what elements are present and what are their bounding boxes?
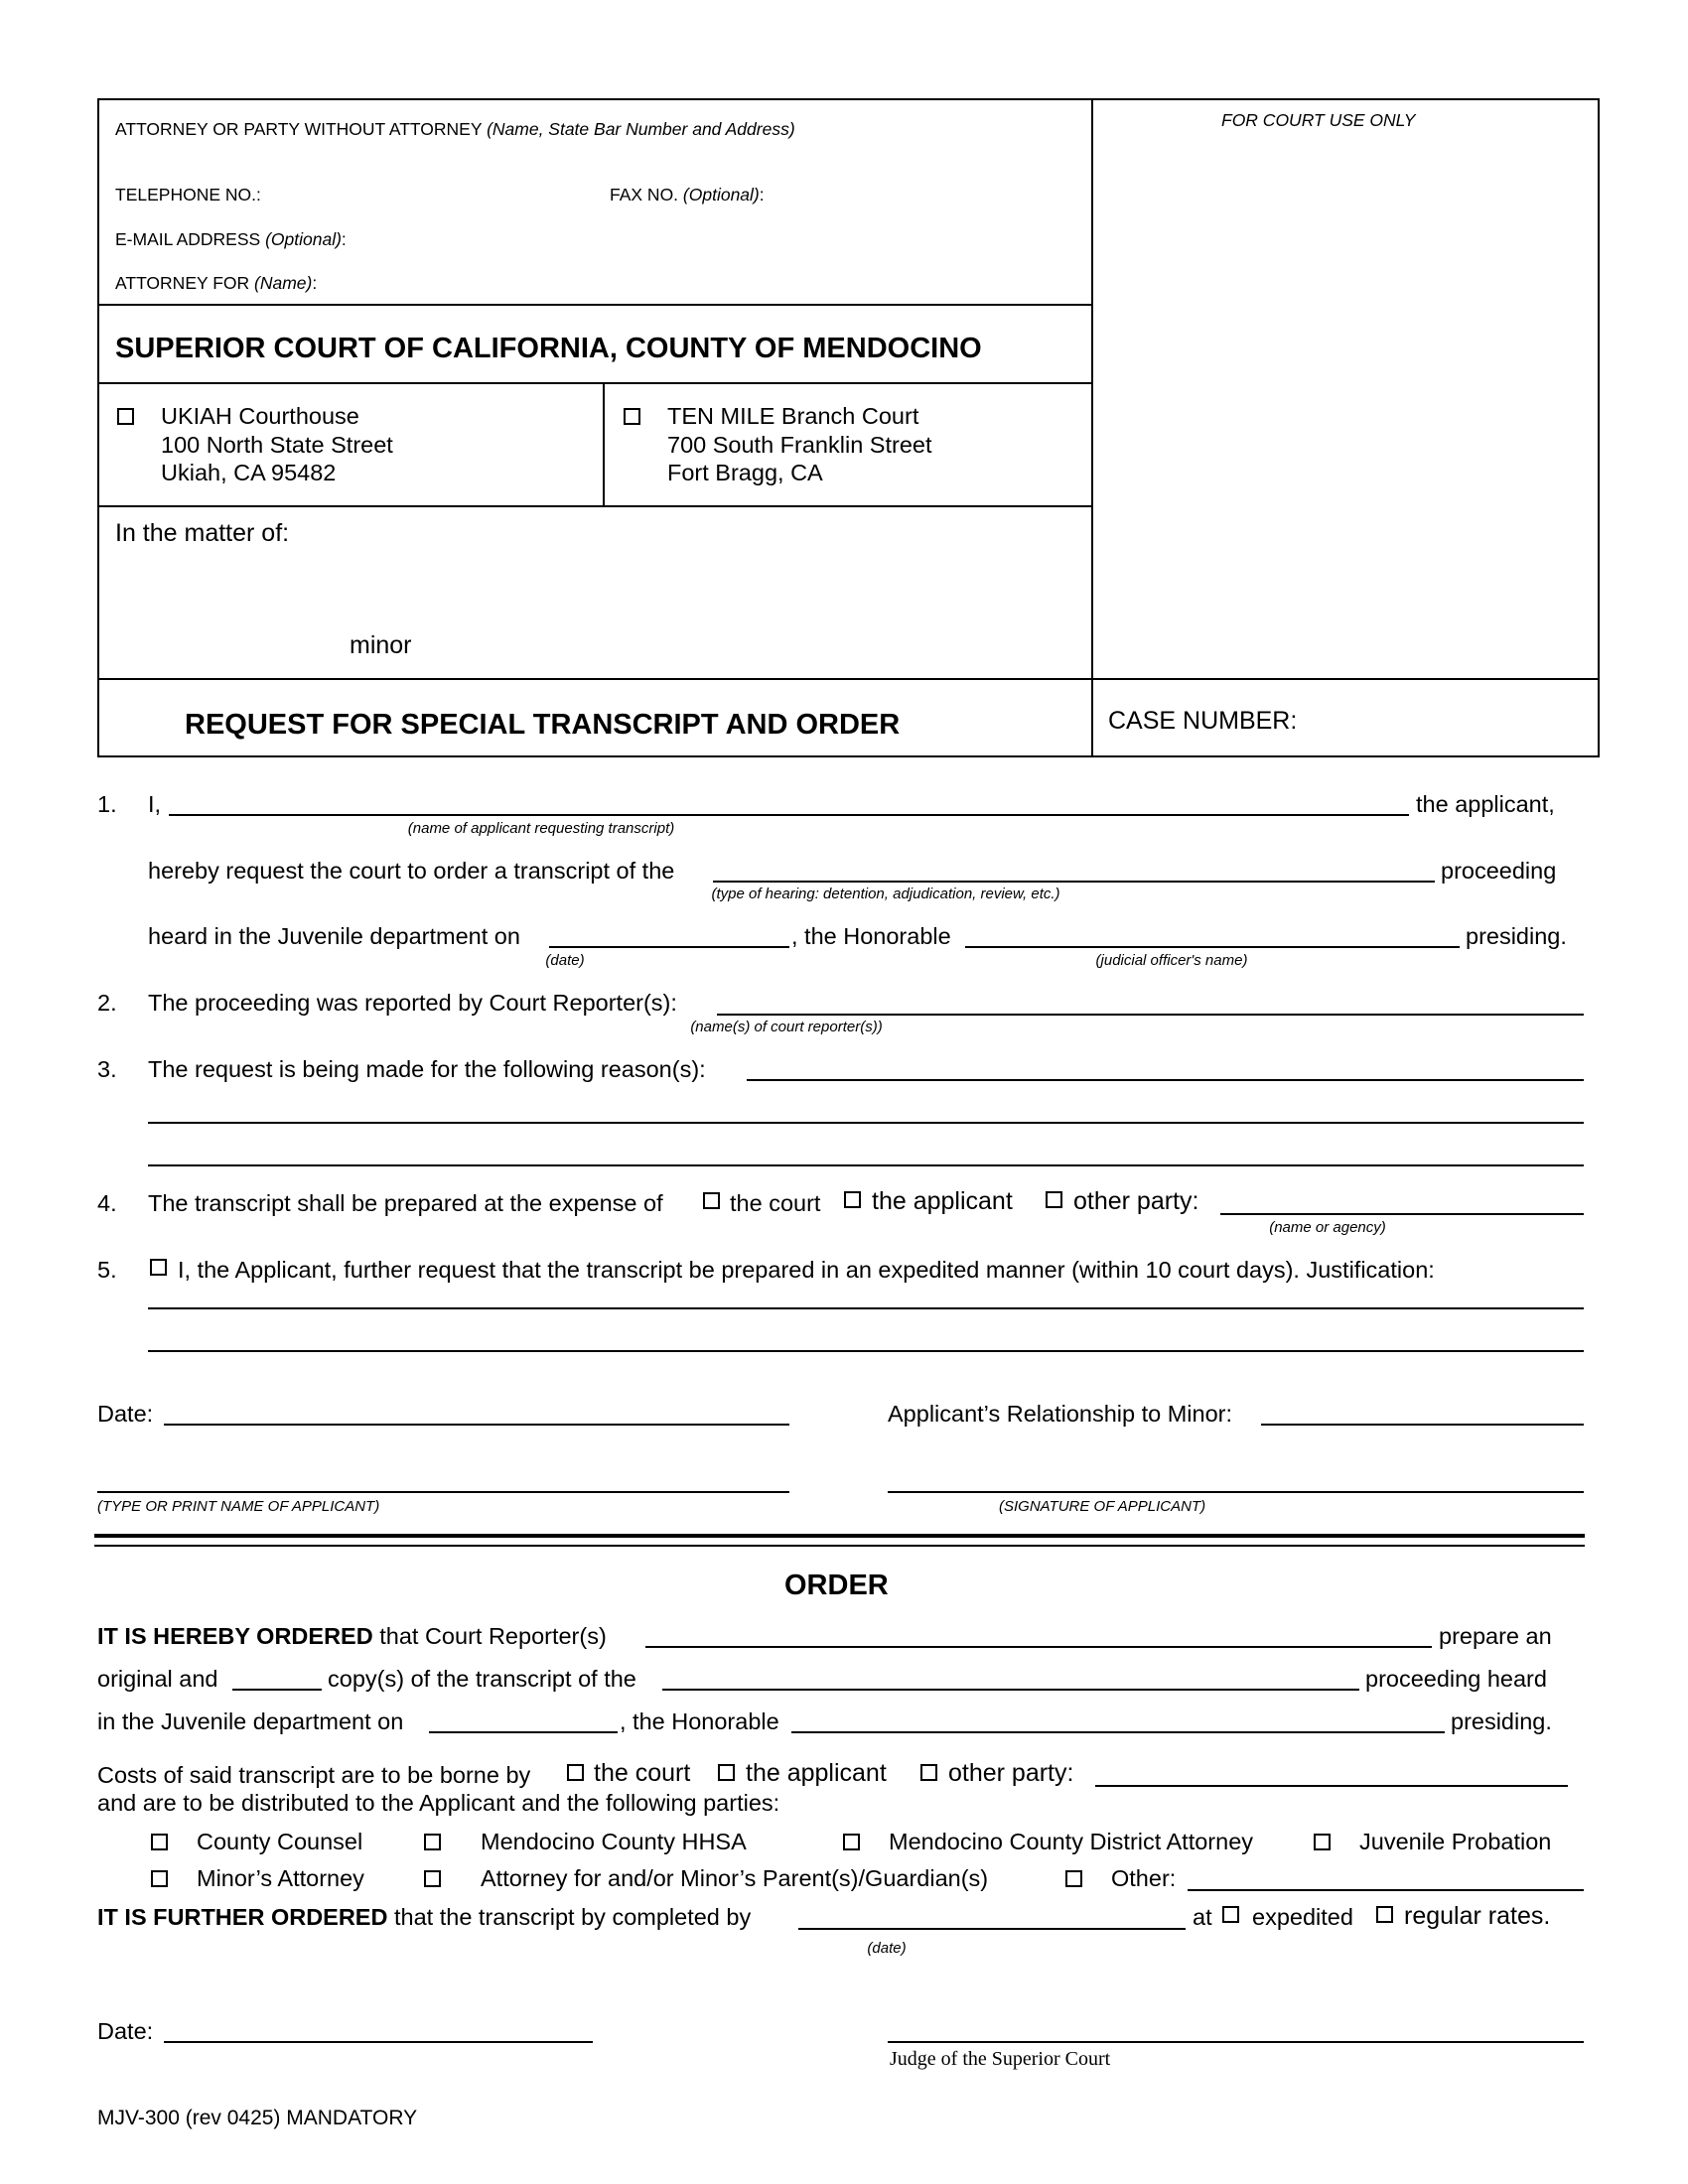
item1-line3-suffix: presiding. [1466, 923, 1567, 949]
item1-line3-mid: , the Honorable [791, 923, 951, 949]
party-other-label: Other: [1111, 1865, 1177, 1891]
signature-label: (SIGNATURE OF APPLICANT) [999, 1498, 1206, 1515]
item3-text: The request is being made for the following reason(s): [148, 1056, 706, 1082]
applicant-name-hint: (name of applicant requesting transcript) [407, 820, 675, 837]
order-line1: IT IS HEREBY ORDERED that Court Reporter(s) [97, 1623, 607, 1649]
completion-date-field[interactable] [798, 1928, 1186, 1930]
distributed-text: and are to be distributed to the Applicant and the following parties: [97, 1790, 780, 1816]
signature-field[interactable] [888, 1491, 1584, 1493]
request-date-label: Date: [97, 1401, 154, 1427]
form-id: MJV-300 (rev 0425) MANDATORY [97, 2107, 418, 2129]
print-name-label: (TYPE OR PRINT NAME OF APPLICANT) [97, 1498, 380, 1515]
order-divider-thick [94, 1534, 1585, 1538]
fax-label: FAX NO. (Optional): [610, 185, 765, 205]
costs-other-checkbox[interactable] [920, 1764, 937, 1781]
item1-line3-prefix: heard in the Juvenile department on [148, 923, 520, 949]
party-hhsa-checkbox[interactable] [424, 1834, 441, 1850]
order-divider-thin [94, 1545, 1585, 1547]
costs-other-field[interactable] [1095, 1785, 1568, 1787]
ukiah-line3: Ukiah, CA 95482 [161, 460, 337, 485]
costs-court-label: the court [594, 1759, 691, 1787]
print-name-field[interactable] [97, 1491, 789, 1493]
expedited-request-checkbox[interactable] [150, 1259, 167, 1276]
order-line3-mid: , the Honorable [620, 1708, 779, 1734]
applicant-name-field[interactable] [169, 814, 1409, 816]
attorney-label: ATTORNEY OR PARTY WITHOUT ATTORNEY (Name, State Bar Number and Address) [115, 119, 795, 139]
costs-applicant-checkbox[interactable] [718, 1764, 735, 1781]
expedited-rate-label: expedited [1252, 1904, 1353, 1930]
completion-date-hint: (date) [867, 1940, 907, 1957]
party-probation-checkbox[interactable] [1314, 1834, 1331, 1850]
party-parent-attorney-checkbox[interactable] [424, 1870, 441, 1887]
hearing-type-field[interactable] [713, 881, 1435, 883]
expense-court-label: the court [730, 1190, 821, 1216]
reason-field-2[interactable] [148, 1122, 1584, 1124]
court-name: SUPERIOR COURT OF CALIFORNIA, COUNTY OF MENDOCINO [115, 333, 982, 364]
expense-other-field[interactable] [1220, 1213, 1584, 1215]
email-label: E-MAIL ADDRESS (Optional): [115, 229, 347, 249]
item4-number: 4. [97, 1190, 117, 1216]
order-title: ORDER [784, 1570, 889, 1601]
item1-line2-suffix: proceeding [1441, 858, 1557, 884]
further-ordered: IT IS FURTHER ORDERED that the transcript by completed by [97, 1904, 752, 1930]
item4-text: The transcript shall be prepared at the expense of [148, 1190, 663, 1216]
judge-label: Judge of the Superior Court [890, 2048, 1111, 2070]
item2-number: 2. [97, 990, 117, 1016]
party-county-counsel-label: County Counsel [197, 1829, 363, 1854]
ukiah-line2: 100 North State Street [161, 432, 393, 458]
item3-number: 3. [97, 1056, 117, 1082]
order-line1-suffix: prepare an [1439, 1623, 1552, 1649]
justification-field-2[interactable] [148, 1350, 1584, 1352]
attorney-for-label: ATTORNEY FOR (Name): [115, 273, 318, 293]
order-hearing-type-field[interactable] [662, 1689, 1359, 1691]
costs-other-label: other party: [948, 1759, 1074, 1787]
order-reporter-field[interactable] [645, 1646, 1432, 1648]
party-other-field[interactable] [1188, 1889, 1584, 1891]
court-use-only: FOR COURT USE ONLY [1221, 110, 1416, 130]
item1-number: 1. [97, 791, 117, 817]
party-minors-attorney-checkbox[interactable] [151, 1870, 168, 1887]
order-judge-field[interactable] [791, 1731, 1445, 1733]
costs-applicant-label: the applicant [746, 1759, 887, 1787]
caption-divider [1091, 98, 1093, 757]
hearing-type-hint: (type of hearing: detention, adjudication, review, etc.) [711, 886, 1060, 902]
title-top-rule [97, 678, 1600, 680]
party-probation-label: Juvenile Probation [1359, 1829, 1552, 1854]
tenmile-line1: TEN MILE Branch Court [667, 403, 919, 429]
reason-field-3[interactable] [148, 1164, 1584, 1166]
item1-prefix: I, [148, 791, 162, 817]
order-line2-suffix: proceeding heard [1365, 1666, 1547, 1692]
court-reporter-hint: (name(s) of court reporter(s)) [690, 1019, 883, 1035]
party-da-checkbox[interactable] [843, 1834, 860, 1850]
court-reporter-field[interactable] [717, 1014, 1584, 1016]
judge-signature-field[interactable] [888, 2041, 1584, 2043]
item5-number: 5. [97, 1257, 117, 1283]
expense-other-label: other party: [1073, 1187, 1199, 1215]
expense-court-checkbox[interactable] [703, 1192, 720, 1209]
relationship-field[interactable] [1261, 1424, 1584, 1426]
court-name-top-rule [97, 304, 1092, 306]
expense-applicant-checkbox[interactable] [844, 1191, 861, 1208]
item1-suffix: the applicant, [1416, 791, 1555, 817]
tenmile-checkbox[interactable] [624, 408, 640, 425]
request-date-field[interactable] [164, 1424, 789, 1426]
expense-other-checkbox[interactable] [1046, 1191, 1062, 1208]
minor-label: minor [350, 631, 412, 659]
judicial-officer-field[interactable] [965, 946, 1460, 948]
ukiah-checkbox[interactable] [117, 408, 134, 425]
party-county-counsel-checkbox[interactable] [151, 1834, 168, 1850]
expedited-rate-checkbox[interactable] [1222, 1906, 1239, 1923]
at-text: at [1193, 1904, 1212, 1930]
relationship-label: Applicant’s Relationship to Minor: [888, 1401, 1233, 1427]
court-name-bottom-rule [97, 382, 1092, 384]
reason-field-1[interactable] [747, 1079, 1584, 1081]
order-line2-a: original and [97, 1666, 218, 1692]
judicial-officer-hint: (judicial officer's name) [1095, 952, 1248, 969]
expense-applicant-label: the applicant [872, 1187, 1013, 1215]
order-hearing-date-field[interactable] [429, 1731, 618, 1733]
case-number-label: CASE NUMBER: [1108, 707, 1298, 735]
item5-text: I, the Applicant, further request that the transcript be prepared in an expedited manner (within 10 court days). Justification: [178, 1257, 1435, 1283]
matter-top-rule [97, 505, 1092, 507]
matter-label: In the matter of: [115, 519, 290, 547]
ukiah-line1: UKIAH Courthouse [161, 403, 359, 429]
order-date-field[interactable] [164, 2041, 593, 2043]
order-date-label: Date: [97, 2018, 154, 2044]
costs-court-checkbox[interactable] [567, 1764, 584, 1781]
order-line2-b: copy(s) of the transcript of the [328, 1666, 636, 1692]
regular-rate-checkbox[interactable] [1376, 1906, 1393, 1923]
form-title: REQUEST FOR SPECIAL TRANSCRIPT AND ORDER [185, 709, 901, 741]
hearing-date-hint: (date) [545, 952, 585, 969]
hearing-date-field[interactable] [549, 946, 789, 948]
tenmile-line2: 700 South Franklin Street [667, 432, 932, 458]
party-minors-attorney-label: Minor’s Attorney [197, 1865, 364, 1891]
courthouse-divider [603, 382, 605, 505]
telephone-label: TELEPHONE NO.: [115, 185, 261, 205]
costs-text: Costs of said transcript are to be borne by [97, 1762, 531, 1788]
item1-line2-prefix: hereby request the court to order a transcript of the [148, 858, 675, 884]
tenmile-line3: Fort Bragg, CA [667, 460, 823, 485]
party-parent-attorney-label: Attorney for and/or Minor’s Parent(s)/Guardian(s) [481, 1865, 989, 1891]
party-da-label: Mendocino County District Attorney [889, 1829, 1254, 1854]
order-line3-prefix: in the Juvenile department on [97, 1708, 404, 1734]
party-other-checkbox[interactable] [1065, 1870, 1082, 1887]
justification-field-1[interactable] [148, 1307, 1584, 1309]
order-line3-suffix: presiding. [1451, 1708, 1552, 1734]
regular-rate-label: regular rates. [1404, 1902, 1551, 1930]
item2-text: The proceeding was reported by Court Reporter(s): [148, 990, 677, 1016]
expense-other-hint: (name or agency) [1269, 1219, 1386, 1236]
copies-field[interactable] [232, 1689, 322, 1691]
party-hhsa-label: Mendocino County HHSA [481, 1829, 747, 1854]
